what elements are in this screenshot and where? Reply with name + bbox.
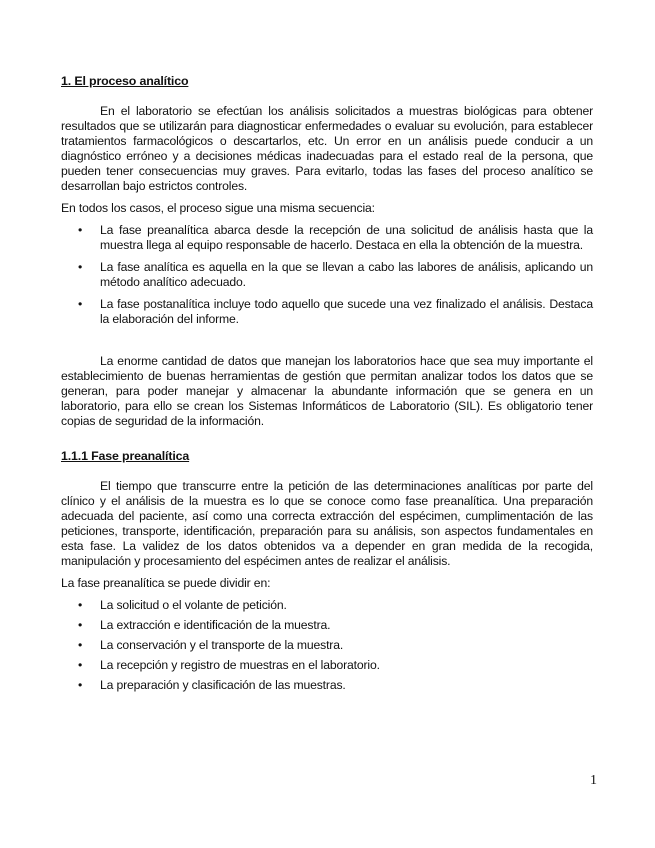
bullet-icon: •	[78, 618, 83, 632]
bullet-icon: •	[78, 297, 83, 311]
list-item	[61, 297, 593, 327]
section-heading-fase-preanalitica: 1.1.1 Fase preanalítica	[61, 449, 190, 463]
list-item	[61, 260, 593, 290]
list-item	[61, 638, 593, 653]
document-page	[61, 74, 593, 698]
paragraph-sil: La enorme cantidad de datos que manejan los laboratorios hace que sea muy importante el establecimiento de buenas herramientas de gestión que permitan analizar todos los datos que se generan, para poder manejar y almacenar la abundante información que se genera en un laboratorio, para ello se crean los Sistemas Informáticos de Laboratorio (SIL). Es obligatorio tener copias de seguridad de la información.	[61, 354, 593, 428]
bullet-icon: •	[78, 678, 83, 692]
bullet-icon: •	[78, 598, 83, 612]
paragraph-preanalitica: El tiempo que transcurre entre la petición de las determinaciones analíticas por parte del clínico y el análisis de la muestra es lo que se conoce como fase preanalítica. Una preparación adecuada del paciente, así como una correcta extracción del espécimen, cumplimentación de las peticiones, transporte, identificación, preparación para su análisis, son aspectos fundamentales en esta fase. La validez de los datos obtenidos va a depender en gran medida de la recogida, manipulación y procesamiento del espécimen antes de realizar el análisis.	[61, 479, 593, 568]
list-item-text: La recepción y registro de muestras en el laboratorio.	[100, 658, 380, 672]
list-item	[61, 658, 593, 673]
list-item	[61, 598, 593, 613]
list-item-text: La extracción e identificación de la muestra.	[100, 618, 331, 632]
page-number: 1	[590, 773, 597, 788]
list-item-text: La conservación y el transporte de la muestra.	[100, 638, 344, 652]
list-item	[61, 618, 593, 633]
list-item-text: La solicitud o el volante de petición.	[100, 598, 287, 612]
list-item	[61, 223, 593, 253]
paragraph-division: La fase preanalítica se puede dividir en:	[61, 576, 271, 590]
bullet-icon: •	[78, 223, 83, 237]
bullet-icon: •	[78, 658, 83, 672]
list-item-text: La preparación y clasificación de las muestras.	[100, 678, 346, 692]
paragraph-intro: En el laboratorio se efectúan los análisis solicitados a muestras biológicas para obtener resultados que se utilizarán para diagnosticar enfermedades o evaluar su evolución, para establecer tratamientos farmacológicos o descartarlos, etc. Un error en un análisis puede conducir a un diagnóstico erróneo y a decisiones médicas inadecuadas para el estado real de la persona, que pueden tener consecuencias muy graves. Para evitarlo, todas las fases del proceso analítico se desarrollan bajo estrictos controles.	[61, 104, 593, 193]
list-item-text: La fase postanalítica incluye todo aquello que sucede una vez finalizado el análisis. Destaca la elaboración del informe.	[100, 297, 593, 326]
paragraph-sequence: En todos los casos, el proceso sigue una misma secuencia:	[61, 201, 375, 215]
list-item	[61, 678, 593, 693]
list-item-text: La fase preanalítica abarca desde la recepción de una solicitud de análisis hasta que la muestra llega al equipo responsable de hacerlo. Destaca en ella la obtención de la muestra.	[100, 223, 593, 252]
bullet-icon: •	[78, 260, 83, 274]
bullet-icon: •	[78, 638, 83, 652]
preanalytic-steps-list	[61, 598, 593, 693]
list-item-text: La fase analítica es aquella en la que se llevan a cabo las labores de análisis, aplicando un método analítico adecuado.	[100, 260, 593, 289]
section-heading-proceso-analitico: 1. El proceso analítico	[61, 74, 189, 88]
phases-list	[61, 223, 593, 327]
